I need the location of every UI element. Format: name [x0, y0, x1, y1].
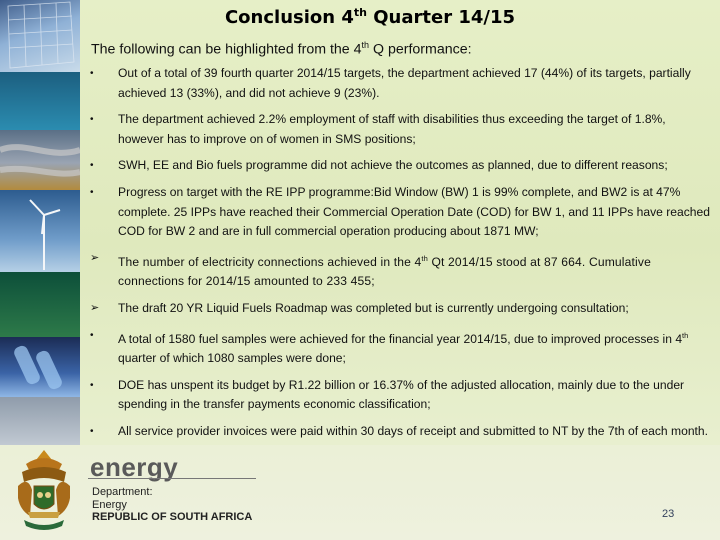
- photo-strip: [0, 0, 80, 445]
- department-name: Energy: [92, 498, 127, 511]
- bullet-item: • All service provider invoices were paid within 30 days of receipt and submitted to NT by the 7th of each month.: [90, 422, 710, 442]
- bullet-marker: •: [90, 425, 94, 437]
- page-number: 23: [662, 508, 675, 520]
- bullet-item: • Progress on target with the RE IPP programme:Bid Window (BW) 1 is 99% complete, and BW2 is at 47% complete. 25 IPPs have reached their Commercial Operation Date (COD) for BW 1, and 11 IPPs have reached COD for BW 2 and are in full commercial operation producing about 1871 MW;: [90, 184, 710, 239]
- bullet-marker: •: [90, 379, 94, 391]
- bullet-marker: •: [90, 68, 94, 79]
- department-line: Department:: [92, 486, 153, 498]
- bullet-marker: •: [90, 329, 94, 341]
- department-label: [92, 486, 252, 524]
- bullet-marker: •: [90, 186, 94, 198]
- bullet-item: • SWH, EE and Bio fuels programme did not achieve the outcomes as planned, due to different reasons;: [90, 156, 710, 176]
- country-name: REPUBLIC OF SOUTH AFRICA: [92, 511, 253, 523]
- bullet-item: ➢ The number of electricity connections achieved in the 4th Qt 2014/15 stood at 87 664. Cumulative connections for 2014/15 amounted to 233 455;: [90, 249, 710, 292]
- energy-logo-word: energy: [90, 452, 179, 482]
- arrow-marker: ➢: [90, 301, 100, 314]
- bullet-item: • A total of 1580 fuel samples were achieved for the financial year 2014/15, due to improved processes in 4th quarter of which 1080 samples were done;: [90, 326, 710, 369]
- bullet-item: ➢ The draft 20 YR Liquid Fuels Roadmap was completed but is currently undergoing consultation;: [90, 299, 710, 319]
- photo-strip-details: [0, 0, 80, 445]
- footer-divider: [88, 478, 256, 479]
- intro-text: The following can be highlighted from the 4th Q performance:: [91, 40, 472, 58]
- bullet-item: • DOE has unspent its budget by R1.22 billion or 16.37% of the adjusted allocation, mainly due to the under spending in the transfer payments economic classification;: [90, 377, 685, 412]
- bullet-list: [90, 64, 710, 449]
- bullet-marker: •: [90, 114, 94, 126]
- slide-title: Conclusion 4th Quarter 14/15: [224, 6, 516, 28]
- arrow-marker: ➢: [90, 251, 100, 264]
- coat-of-arms-icon: [8, 446, 80, 534]
- bullet-marker: •: [90, 160, 94, 172]
- bullet-item: • The department achieved 2.2% employment of staff with disabilities thus exceeding the target of 1.8%, however has to improve on of women in SMS positions;: [90, 112, 666, 146]
- bullet-item: • Out of a total of 39 fourth quarter 2014/15 targets, the department achieved 17 (44%) of its targets, partially achieved 13 (33%), and did not achieve 9 (23%).: [90, 66, 691, 100]
